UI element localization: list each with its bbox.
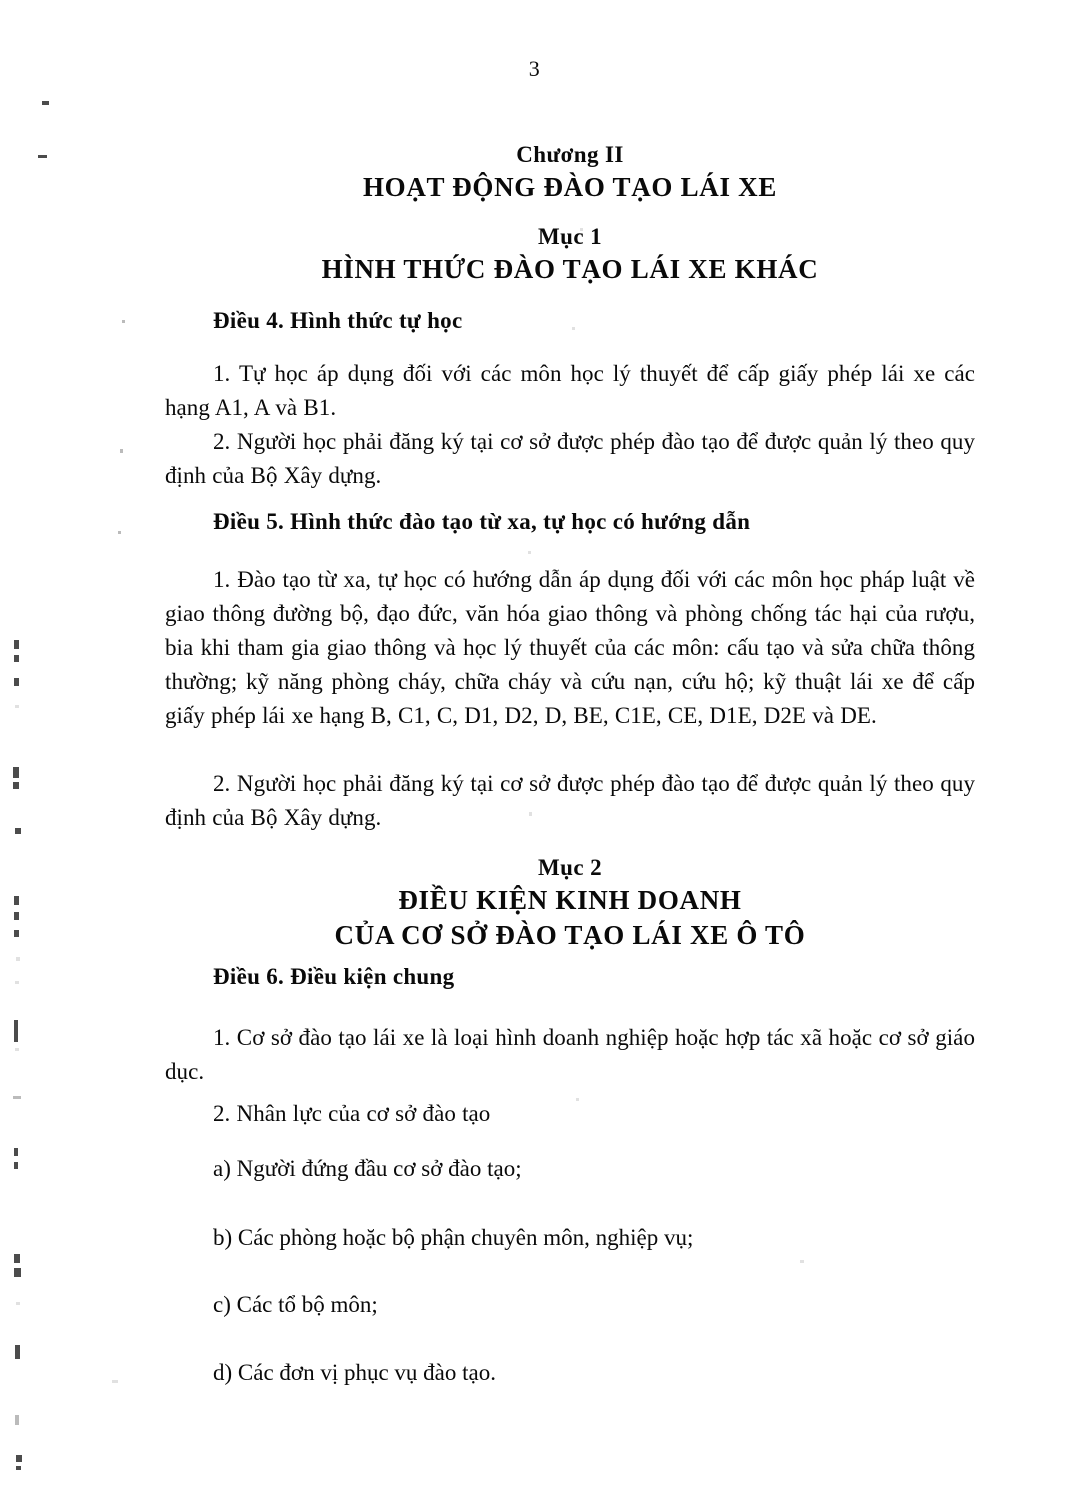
scan-artifact	[14, 1268, 21, 1277]
list-item: b) Các phòng hoặc bộ phận chuyên môn, nghiệp vụ;	[213, 1225, 694, 1250]
article-4-clause-1: 1. Tự học áp dụng đối với các môn học lý thuyết để cấp giấy phép lái xe các hạng A1, A và B1.	[165, 361, 975, 420]
scan-artifact	[15, 1345, 20, 1359]
chapter-heading	[165, 140, 975, 205]
article-4-clause-2: 2. Người học phải đăng ký tại cơ sở được phép đào tạo để được quản lý theo quy định của Bộ Xây dựng.	[165, 429, 975, 488]
list-item: c) Các tổ bộ môn;	[213, 1292, 378, 1317]
article-5-heading: Điều 5. Hình thức đào tạo từ xa, tự học có hướng dẫn	[213, 509, 751, 534]
scan-artifact	[13, 767, 19, 778]
scan-artifact	[14, 930, 19, 937]
scan-artifact	[122, 320, 125, 323]
scan-artifact	[16, 1455, 22, 1462]
section-2-title-line-1: ĐIỀU KIỆN KINH DOANH	[398, 885, 742, 916]
section-1-label: Mục 1	[538, 224, 602, 249]
scan-artifact	[120, 449, 123, 453]
scan-artifact	[14, 896, 19, 905]
scan-artifact	[800, 1260, 804, 1263]
scan-artifact	[112, 1380, 118, 1383]
scan-artifact	[576, 1098, 579, 1101]
scan-artifact	[528, 551, 531, 554]
section-1-heading	[165, 222, 975, 287]
scan-artifact	[14, 1254, 20, 1263]
scan-artifact	[16, 1302, 20, 1305]
scan-artifact	[14, 912, 19, 920]
article-5-clause-2: 2. Người học phải đăng ký tại cơ sở được phép đào tạo để được quản lý theo quy định của Bộ Xây dựng.	[165, 771, 975, 830]
scan-artifact	[15, 828, 21, 834]
scan-artifact	[118, 531, 121, 534]
section-2-label: Mục 2	[538, 855, 602, 880]
article-6-clause-2: 2. Nhân lực của cơ sở đào tạo	[213, 1101, 491, 1126]
scan-artifact	[42, 101, 49, 105]
scan-artifact	[14, 678, 19, 686]
article-4-heading: Điều 4. Hình thức tự học	[213, 308, 463, 333]
scan-artifact	[16, 1466, 21, 1470]
list-item: a) Người đứng đầu cơ sở đào tạo;	[213, 1156, 522, 1181]
section-1-title: HÌNH THỨC ĐÀO TẠO LÁI XE KHÁC	[321, 254, 819, 285]
article-6-heading: Điều 6. Điều kiện chung	[213, 964, 455, 989]
chapter-label: Chương II	[516, 142, 624, 167]
scan-artifact	[15, 981, 19, 984]
scan-artifact	[14, 655, 19, 662]
scan-artifact	[14, 1148, 18, 1156]
article-6-clause-1: 1. Cơ sở đào tạo lái xe là loại hình doanh nghiệp hoặc hợp tác xã hoặc cơ sở giáo dục.	[165, 1025, 975, 1084]
scan-artifact	[572, 327, 575, 330]
scan-artifact	[15, 705, 19, 708]
chapter-title: HOẠT ĐỘNG ĐÀO TẠO LÁI XE	[362, 172, 778, 203]
scan-artifact	[13, 782, 19, 789]
article-5-clause-1: 1. Đào tạo từ xa, tự học có hướng dẫn áp dụng đối với các môn học pháp luật về giao thông đường bộ, đạo đức, văn hóa giao thông và phòng chống tác hại của rượu, bia khi tham gia giao thông và học lý thuyết của các môn: cấu tạo và sửa chữa thông thường; kỹ năng phòng cháy, chữa cháy và cứu nạn, cứu hộ; kỹ thuật lái xe để cấp giấy phép lái xe hạng B, C1, C, D1, D2, D, BE, C1E, CE, D1E, D2E và DE.	[165, 567, 975, 728]
section-2-title-line-2: CỦA CƠ SỞ ĐÀO TẠO LÁI XE Ô TÔ	[334, 920, 806, 951]
page-number: 3	[528, 56, 541, 81]
scan-artifact	[14, 1162, 18, 1169]
scan-artifact	[13, 1096, 21, 1099]
scan-artifact	[15, 1048, 19, 1051]
section-2-heading	[165, 853, 975, 954]
scan-artifact	[15, 1415, 19, 1425]
scan-artifact	[38, 155, 47, 158]
scan-artifact	[14, 1020, 18, 1042]
scan-artifact	[529, 812, 532, 816]
scan-artifact	[580, 228, 583, 231]
scan-artifact	[14, 640, 19, 649]
list-item: d) Các đơn vị phục vụ đào tạo.	[213, 1360, 496, 1385]
scan-artifact	[16, 957, 20, 961]
